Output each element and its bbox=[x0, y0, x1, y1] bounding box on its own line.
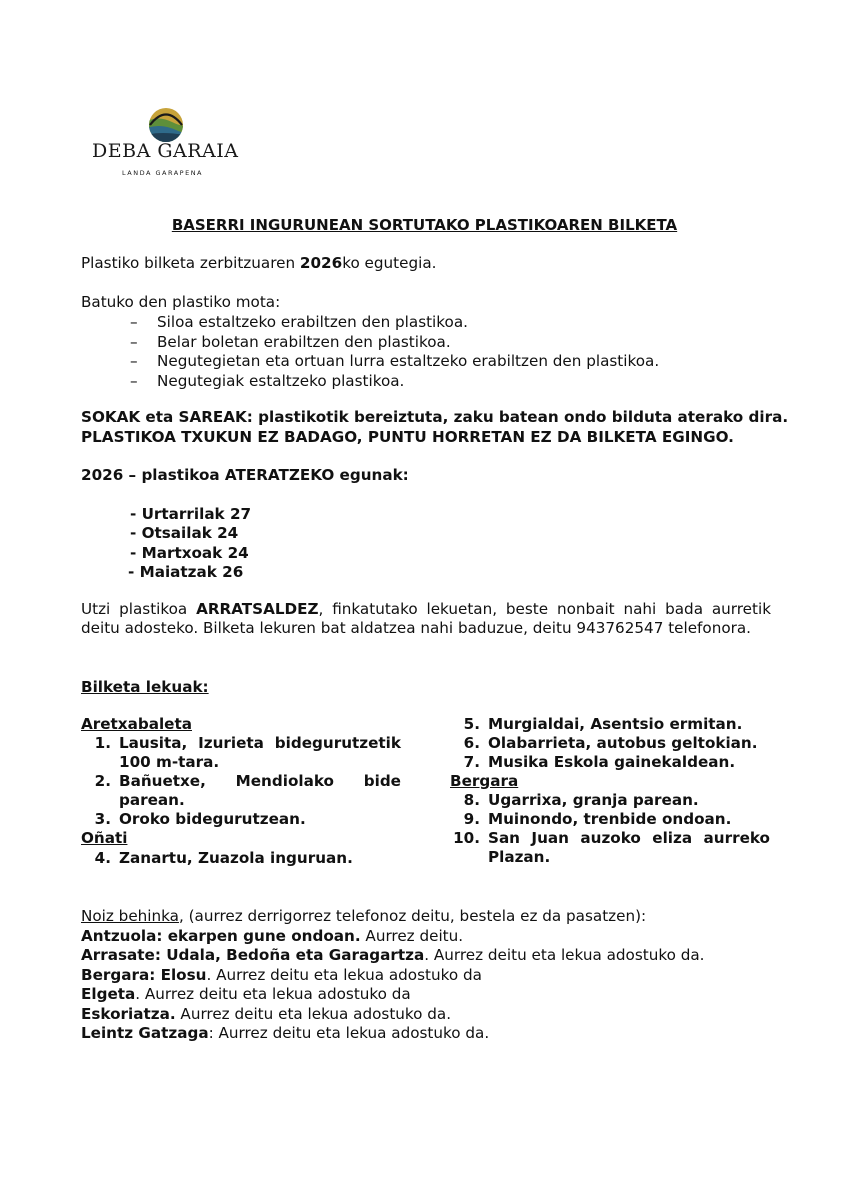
instructions-after: , finkatutako lekuetan, beste nonbait nahi bada aurretik deitu adosteko. Bilketa lekuren bat aldatzea nahi baduzue, deitu 943762547 telefonora. bbox=[81, 600, 771, 637]
occasional-line bbox=[81, 1024, 704, 1044]
date-item: - Martxoak 24 bbox=[130, 543, 249, 562]
list-item: – Negutegietan eta ortuan lurra estaltzeko erabiltzen den plastikoa. bbox=[130, 352, 659, 372]
instructions-before: Utzi plastikoa bbox=[81, 600, 197, 618]
item-text: Bañuetxe, Mendiolako bide parean. bbox=[119, 772, 401, 810]
logo-emblem-icon bbox=[142, 106, 190, 144]
item-number: 9. bbox=[463, 810, 480, 829]
town-onati: Oñati bbox=[81, 829, 128, 848]
dates-list bbox=[130, 505, 251, 582]
list-item bbox=[450, 734, 770, 753]
intro-before: Plastiko bilketa zerbitzuaren bbox=[81, 254, 300, 272]
list-item bbox=[450, 791, 770, 810]
list-item: – Belar boletan erabiltzen den plastikoa. bbox=[130, 333, 659, 353]
occasional-line bbox=[81, 966, 704, 986]
occasional-note: : Aurrez deitu eta lekua adostuko da. bbox=[208, 1024, 490, 1042]
notice-line-1: SOKAK eta SAREAK: plastikotik bereiztuta, zaku batean ondo bilduta aterako dira. bbox=[81, 408, 789, 426]
list-item: – Negutegiak estaltzeko plastikoa. bbox=[130, 372, 659, 392]
logo-name: DEBA GARAIA bbox=[92, 140, 239, 162]
date-item: - Urtarrilak 27 bbox=[130, 505, 252, 523]
list-item bbox=[81, 772, 401, 810]
locations-left-column bbox=[81, 715, 401, 868]
dates-heading: 2026 – plastikoa ATERATZEKO egunak: bbox=[81, 466, 409, 484]
date-item: - Otsailak 24 bbox=[130, 524, 239, 543]
list-item bbox=[450, 829, 770, 867]
occasional-line bbox=[81, 946, 704, 966]
instructions-bold: ARRATSALDEZ bbox=[196, 600, 319, 618]
item-number: 6. bbox=[463, 734, 480, 752]
occasional-place: Leintz Gatzaga bbox=[81, 1024, 209, 1042]
item-number: 3. bbox=[94, 810, 111, 829]
occasional-note: Aurrez deitu eta lekua adostuko da. bbox=[175, 1004, 452, 1023]
occasional-place: Eskoriatza. bbox=[81, 1004, 176, 1023]
occasional-rest: , (aurrez derrigorrez telefonoz deitu, bestela ez da pasatzen): bbox=[178, 907, 647, 925]
item-number: 5. bbox=[463, 715, 480, 733]
list-item bbox=[81, 810, 401, 829]
list-item bbox=[450, 810, 770, 829]
item-text: Lausita, Izurieta bidegurutzetik 100 m-tara. bbox=[119, 734, 401, 772]
intro-year: 2026 bbox=[299, 254, 343, 272]
instructions-text bbox=[81, 600, 771, 638]
occasional-line bbox=[81, 985, 704, 1005]
town-bergara: Bergara bbox=[450, 772, 519, 790]
occasional-note: Aurrez deitu. bbox=[360, 926, 464, 945]
item-text: Ugarrixa, granja parean. bbox=[488, 791, 699, 810]
occasional-intro bbox=[81, 907, 704, 927]
notice-line-2: PLASTIKOA TXUKUN EZ BADAGO, PUNTU HORRETAN EZ DA BILKETA EGINGO. bbox=[81, 428, 734, 446]
item-text: Oroko bidegurutzean. bbox=[119, 810, 306, 829]
occasional-place: Bergara: Elosu bbox=[81, 965, 207, 984]
list-item: – Siloa estaltzeko erabiltzen den plastikoa. bbox=[130, 313, 659, 333]
page-title: BASERRI INGURUNEAN SORTUTAKO PLASTIKOAREN BILKETA bbox=[171, 216, 678, 234]
item-text: San Juan auzoko eliza aurreko Plazan. bbox=[488, 829, 770, 867]
locations-right-column bbox=[450, 715, 770, 867]
types-heading: Batuko den plastiko mota: bbox=[81, 293, 281, 311]
occasional-section bbox=[81, 907, 704, 1044]
list-item bbox=[81, 849, 401, 868]
locations-heading: Bilketa lekuak: bbox=[81, 678, 209, 696]
item-text: Muinondo, trenbide ondoan. bbox=[488, 810, 732, 829]
date-item: - Maiatzak 26 bbox=[128, 562, 244, 581]
item-number: 2. bbox=[94, 772, 111, 791]
logo-subtitle: LANDA GARAPENA bbox=[122, 169, 204, 177]
item-text: Olabarrieta, autobus geltokian. bbox=[488, 734, 758, 752]
item-number: 7. bbox=[463, 753, 480, 771]
list-item bbox=[450, 715, 770, 734]
list-item bbox=[450, 753, 770, 772]
item-text: Musika Eskola gainekaldean. bbox=[488, 753, 736, 771]
occasional-place: Antzuola: ekarpen gune ondoan. bbox=[81, 926, 361, 945]
item-text: Murgialdai, Asentsio ermitan. bbox=[488, 715, 743, 733]
occasional-note: . Aurrez deitu eta lekua adostuko da. bbox=[424, 946, 705, 964]
list-item bbox=[81, 734, 401, 772]
item-number: 10. bbox=[453, 829, 480, 848]
logo bbox=[92, 106, 242, 178]
intro-after: ko egutegia. bbox=[342, 254, 437, 272]
occasional-note: . Aurrez deitu eta lekua adostuko da bbox=[206, 965, 482, 984]
occasional-line bbox=[81, 927, 704, 947]
occasional-place: Arrasate: Udala, Bedoña eta Garagartza bbox=[81, 946, 425, 964]
occasional-label: Noiz behinka bbox=[81, 907, 179, 925]
item-text: Zanartu, Zuazola inguruan. bbox=[119, 848, 353, 867]
item-number: 8. bbox=[463, 791, 480, 810]
occasional-note: . Aurrez deitu eta lekua adostuko da bbox=[135, 985, 411, 1003]
occasional-line bbox=[81, 1005, 704, 1025]
plastic-types-list bbox=[130, 313, 659, 391]
item-number: 4. bbox=[94, 848, 111, 867]
intro-text bbox=[81, 254, 771, 273]
occasional-place: Elgeta bbox=[81, 985, 136, 1003]
item-number: 1. bbox=[94, 734, 111, 753]
town-aretxabaleta: Aretxabaleta bbox=[81, 715, 192, 733]
